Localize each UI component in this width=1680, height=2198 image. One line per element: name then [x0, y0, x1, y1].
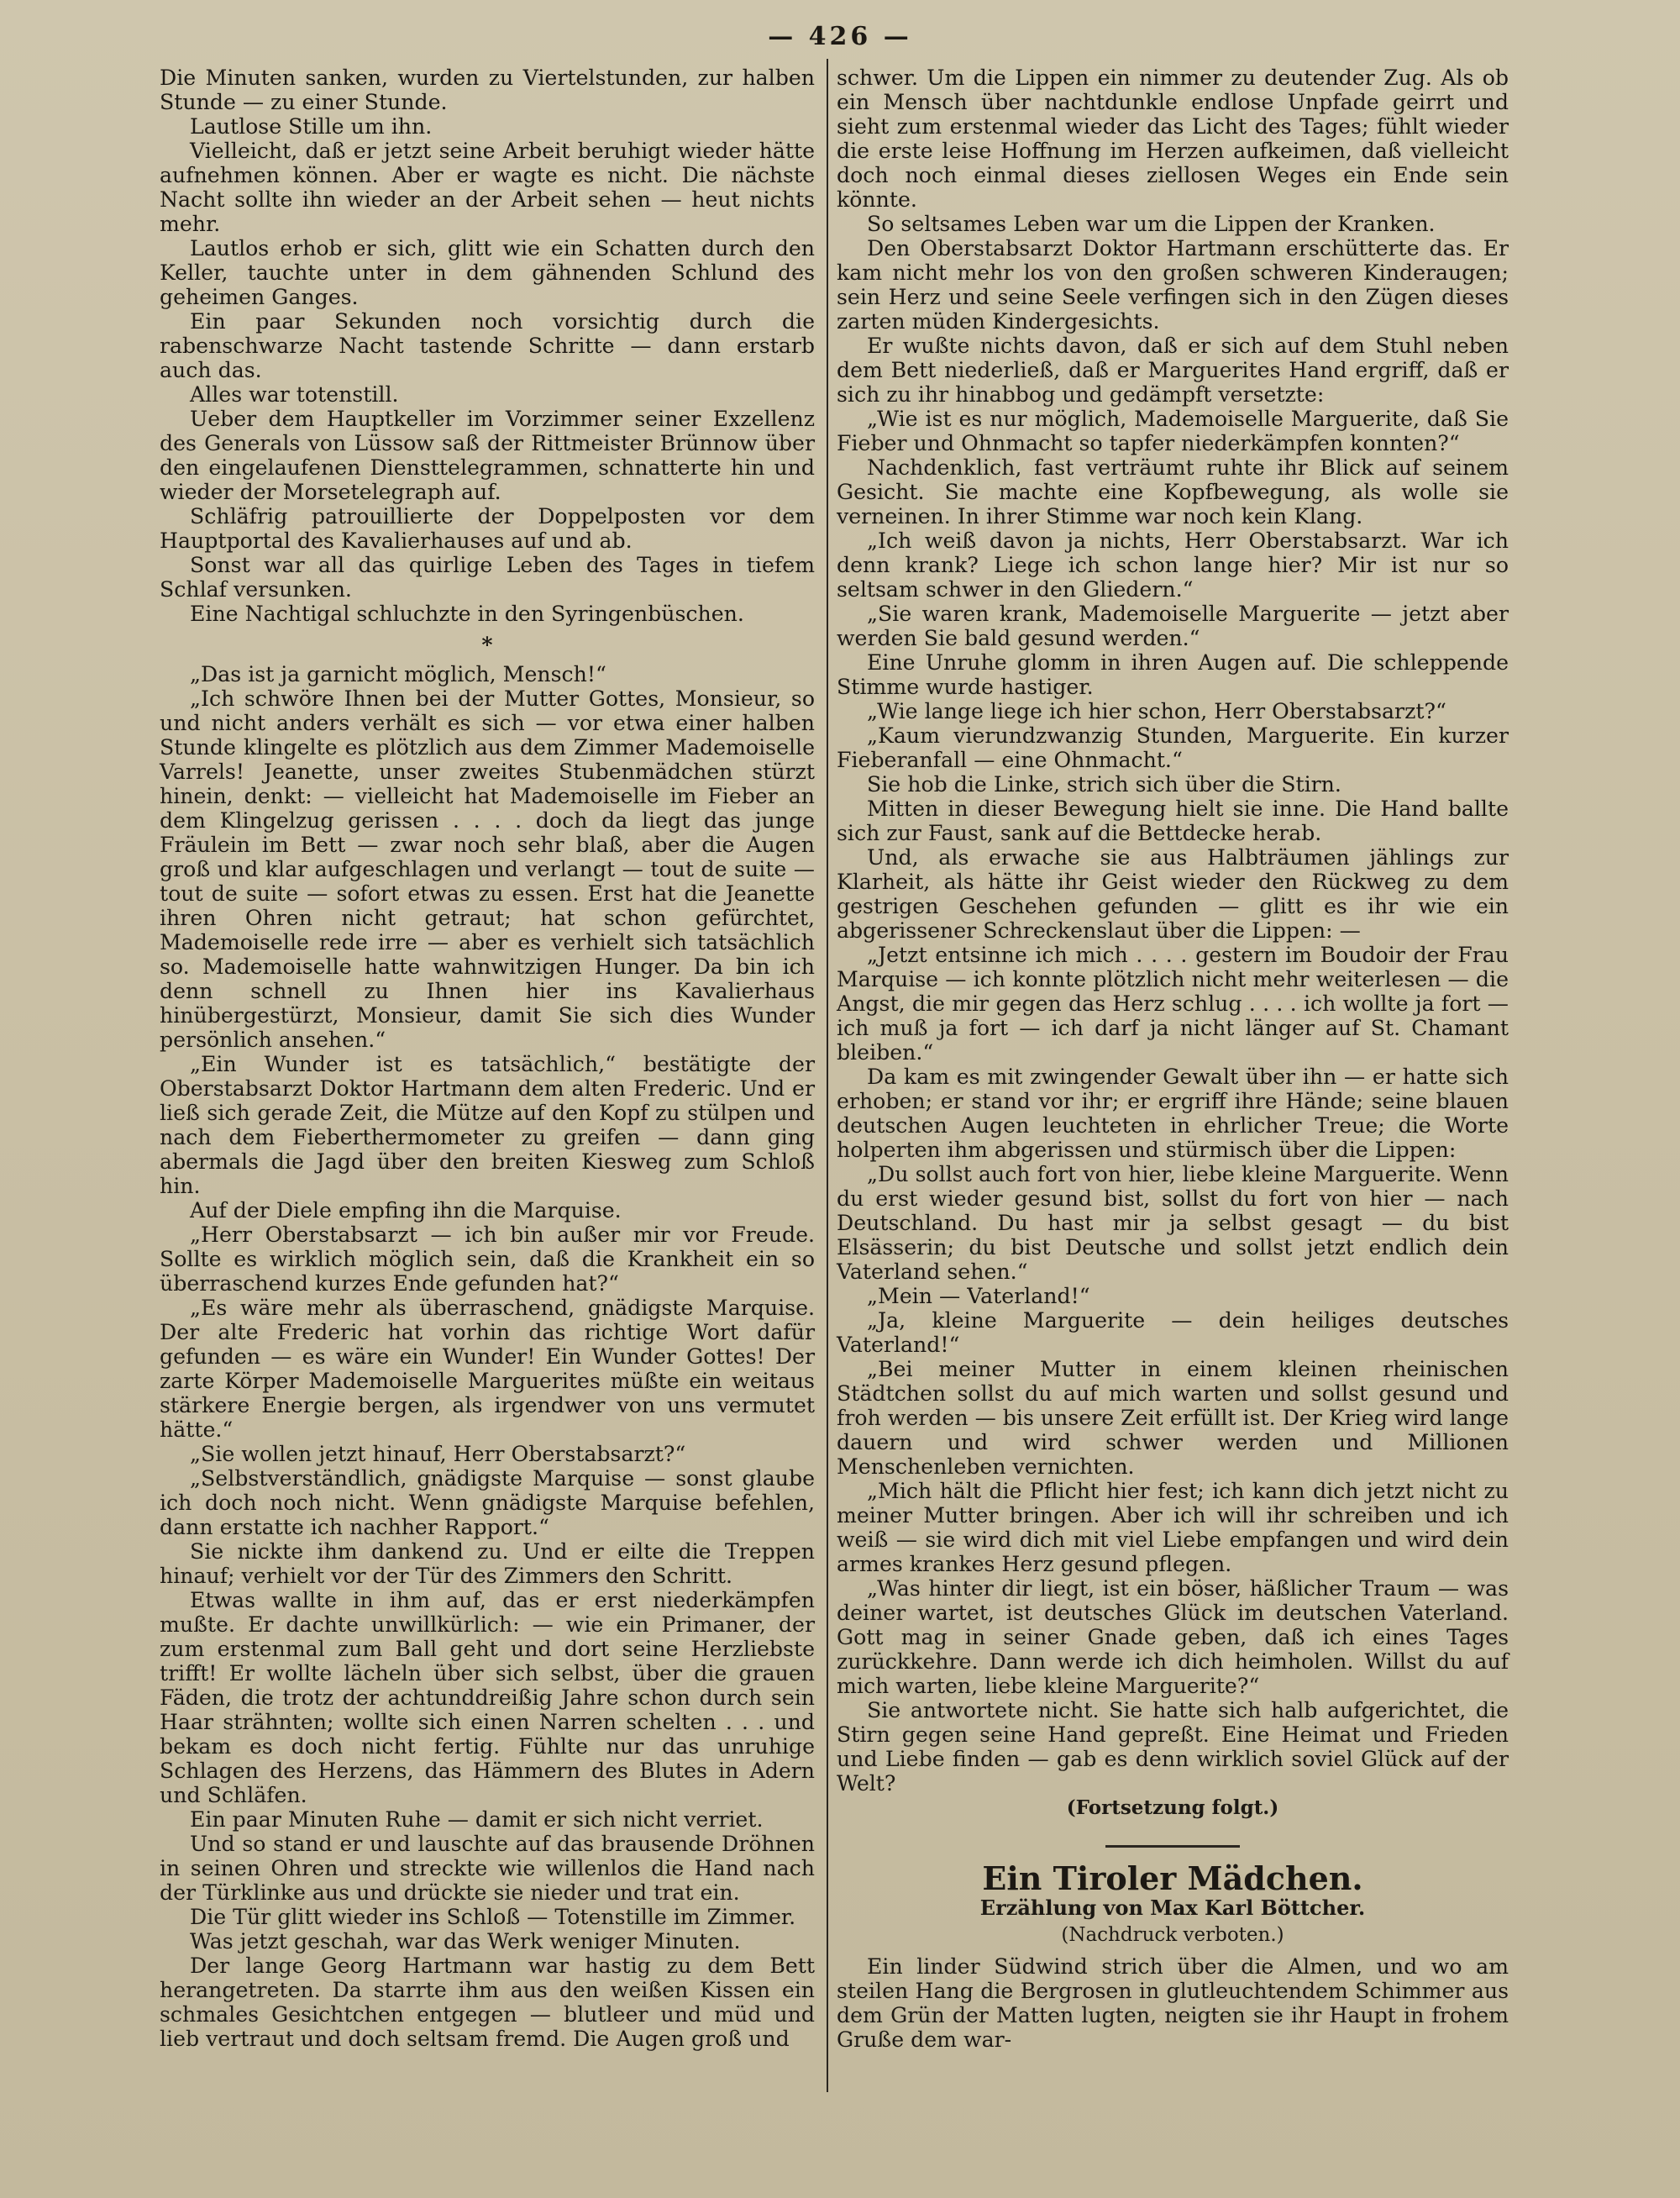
story-title: Ein Tiroler Mädchen. — [982, 1859, 1363, 1897]
paragraph: „Wie lange liege ich hier schon, Herr Oberstabsarzt?“ — [867, 699, 1446, 723]
column-rule — [827, 59, 828, 2092]
paragraph: Sie hob die Linke, strich sich über die Stirn. — [867, 772, 1341, 797]
paragraph: „Ein Wunder ist es tatsächlich,“ bestätigte der Oberstabsarzt Doktor Hartmann dem alten Frederic. Und er ließ sich gerade Zeit, die Mütze auf den Kopf zu stülpen und nach dem Fieberthermometer zu greifen — dann ging abermals die Jagd über den breiten Kiesweg zum Schloß hin. — [160, 1052, 815, 1198]
story-byline: Erzählung von Max Karl Böttcher. — [979, 1896, 1366, 1920]
paragraph: „Was hinter dir liegt, ist ein böser, häßlicher Traum — was deiner wartet, ist deutsches Glück im deutschen Vaterland. Gott mag in seiner Gnade geben, daß ich eines Tages zurückkehre. Dann werde ich dich heimholen. Willst du auf mich warten, liebe kleine Marguerite?“ — [837, 1576, 1509, 1698]
section-separator: * — [481, 632, 493, 657]
paragraph: „Wie ist es nur möglich, Mademoiselle Marguerite, daß Sie Fieber und Ohnmacht so tapfer niederkämpfen konnten?“ — [837, 407, 1509, 455]
paragraph: Etwas wallte in ihm auf, das er erst niederkämpfen mußte. Er dachte unwillkürlich: — wie ein Primaner, der zum erstenmal zum Ball geht und dort seine Herzliebste trifft! Er wollte lächeln über sich selbst, über die grauen Fäden, die trotz der achtunddreißig Jahre schon durch sein Haar strähnten; wollte sich einen Narren schelten . . . und bekam es doch nicht fertig. Fühlte nur das unruhige Schlagen des Herzens, das Hämmern des Blutes in Adern und Schläfen. — [160, 1588, 815, 1807]
paragraph: „Mich hält die Pflicht hier fest; ich kann dich jetzt nicht zu meiner Mutter bringen. Aber ich will ihr schreiben und ich weiß — sie wird dich mit viel Liebe empfangen und wird dein armes krankes Herz gesund pflegen. — [837, 1479, 1509, 1576]
continuation-note: (Fortsetzung folgt.) — [1066, 1796, 1279, 1819]
paragraph: „Kaum vierundzwanzig Stunden, Marguerite. Ein kurzer Fieberanfall — eine Ohnmacht.“ — [837, 723, 1509, 772]
paragraph: Den Oberstabsarzt Doktor Hartmann erschütterte das. Er kam nicht mehr los von den großen schweren Kinderaugen; sein Herz und seine Seele verfingen sich in den Zügen dieses zarten müden Kindergesichts. — [837, 236, 1509, 334]
paragraph: Und, als erwache sie aus Halbträumen jählings zur Klarheit, als hätte ihr Geist wieder den Rückweg zu dem gestrigen Geschehen gefunden — glitt es ihr wie ein abgerissener Schreckenslaut über die Lippen: — — [837, 845, 1509, 943]
paragraph: Der lange Georg Hartmann war hastig zu dem Bett herangetreten. Da starrte ihm aus den weißen Kissen ein schmales Gesichtchen entgegen — blutleer und müd und lieb vertraut und doch seltsam fremd. Die Augen groß und — [160, 1953, 815, 2051]
paragraph: „Du sollst auch fort von hier, liebe kleine Marguerite. Wenn du erst wieder gesund bist, sollst du fort von hier — nach Deutschland. Du hast mir ja selbst gesagt — du bist Elsässerin; du bist Deutsche und sollst jetzt endlich dein Vaterland sehen.“ — [837, 1162, 1509, 1284]
page-number: — 426 — — [768, 22, 912, 51]
paragraph: Die Minuten sanken, wurden zu Viertelstunden, zur halben Stunde — zu einer Stunde. — [160, 66, 815, 114]
paragraph: Alles war totenstill. — [190, 382, 399, 407]
paragraph: „Es wäre mehr als überraschend, gnädigste Marquise. Der alte Frederic hat vorhin das richtige Wort dafür gefunden — es wäre ein Wunder! Ein Wunder Gottes! Der zarte Körper Mademoiselle Marguerites müßte ein weitaus stärkere Energie bergen, als irgendwer von uns vermutet hätte.“ — [160, 1296, 815, 1442]
paragraph: Eine Unruhe glomm in ihren Augen auf. Die schleppende Stimme wurde hastiger. — [837, 650, 1509, 699]
paragraph: Sonst war all das quirlige Leben des Tages in tiefem Schlaf versunken. — [160, 553, 815, 602]
paragraph: Nachdenklich, fast verträumt ruhte ihr Blick auf seinem Gesicht. Sie machte eine Kopfbewegung, als wolle sie verneinen. In ihrer Stimme war noch kein Klang. — [837, 455, 1509, 528]
paragraph: Mitten in dieser Bewegung hielt sie inne. Die Hand ballte sich zur Faust, sank auf die Bettdecke herab. — [837, 797, 1509, 845]
paragraph: schwer. Um die Lippen ein nimmer zu deutender Zug. Als ob ein Mensch über nachtdunkle endlose Unpfade geirrt und sieht zum erstenmal wieder das Licht des Tages; fühlt wieder die erste leise Hoffnung im Herzen aufkeimen, daß vielleicht doch noch einmal dieses ziellosen Weges ein Ende sein könnte. — [837, 66, 1509, 212]
paragraph: Lautlos erhob er sich, glitt wie ein Schatten durch den Keller, tauchte unter in dem gähnenden Schlund des geheimen Ganges. — [160, 236, 815, 309]
paragraph: Auf der Diele empfing ihn die Marquise. — [190, 1198, 622, 1223]
paragraph: „Herr Oberstabsarzt — ich bin außer mir vor Freude. Sollte es wirklich möglich sein, daß die Krankheit ein so überraschend kurzes Ende gefunden hat?“ — [160, 1223, 815, 1296]
paragraph: Ein paar Sekunden noch vorsichtig durch die rabenschwarze Nacht tastende Schritte — dann erstarb auch das. — [160, 309, 815, 382]
paragraph: „Selbstverständlich, gnädigste Marquise — sonst glaube ich doch noch nicht. Wenn gnädigste Marquise befehlen, dann erstatte ich nachher Rapport.“ — [160, 1466, 815, 1539]
paragraph: Ueber dem Hauptkeller im Vorzimmer seiner Exzellenz des Generals von Lüssow saß der Rittmeister Brünnow über den eingelaufenen Diensttelegrammen, schnatterte hin und wieder der Morsetelegraph auf. — [160, 407, 815, 504]
story-opening: Ein linder Südwind strich über die Almen, und wo am steilen Hang die Bergrosen in glutleuchtendem Schimmer aus dem Grün der Matten lugten, neigten sie ihr Haupt in frohem Gruße dem war- — [837, 1954, 1509, 2052]
left-column — [160, 66, 815, 2051]
paragraph: „Ich schwöre Ihnen bei der Mutter Gottes, Monsieur, so und nicht anders verhält es sich — vor etwa einer halben Stunde klingelte es plötzlich aus dem Zimmer Mademoiselle Varrels! Jeanette, unser zweites Stubenmädchen stürzt hinein, denkt: — vielleicht hat Mademoiselle im Fieber an dem Klingelzug gerissen . . . . doch da liegt das junge Fräulein im Bett — zwar noch sehr blaß, aber die Augen groß und klar aufgeschlagen und verlangt — tout de suite — tout de suite — sofort etwas zu essen. Erst hat die Jeanette ihren Ohren nicht getraut; hat schon gefürchtet, Mademoiselle rede irre — aber es verhielt sich tatsächlich so. Mademoiselle hatte wahnwitzigen Hunger. Da bin ich denn schnell zu Ihnen hier ins Kavalierhaus hinübergestürzt, Monsieur, damit Sie sich dies Wunder persönlich ansehen.“ — [160, 686, 815, 1052]
paragraph: „Ja, kleine Marguerite — dein heiliges deutsches Vaterland!“ — [837, 1308, 1509, 1357]
paragraph: Schläfrig patrouillierte der Doppelposten vor dem Hauptportal des Kavalierhauses auf und ab. — [160, 504, 815, 553]
paragraph: Und so stand er und lauschte auf das brausende Dröhnen in seinen Ohren und streckte wie willenlos die Hand nach der Türklinke aus und drückte sie nieder und trat ein. — [160, 1832, 815, 1905]
story-divider — [1105, 1845, 1240, 1848]
paragraph: „Das ist ja garnicht möglich, Mensch!“ — [190, 662, 606, 686]
paragraph: Er wußte nichts davon, daß er sich auf dem Stuhl neben dem Bett niederließ, daß er Marguerites Hand ergriff, daß er sich zu ihr hinabbog und gedämpft versetzte: — [837, 334, 1509, 407]
paragraph: „Ich weiß davon ja nichts, Herr Oberstabsarzt. War ich denn krank? Liege ich schon lange hier? Mir ist nur so seltsam schwer in den Gliedern.“ — [837, 528, 1509, 602]
paragraph: „Sie waren krank, Mademoiselle Marguerite — jetzt aber werden Sie bald gesund werden.“ — [837, 602, 1509, 650]
paragraph: „Jetzt entsinne ich mich . . . . gestern im Boudoir der Frau Marquise — ich konnte plötzlich nicht mehr weiterlesen — die Angst, die mir gegen das Herz schlug . . . . ich wollte ja fort — ich muß ja fort — ich darf ja nicht länger auf St. Chamant bleiben.“ — [837, 943, 1509, 1065]
paragraph: Eine Nachtigal schluchzte in den Syringenbüschen. — [190, 602, 744, 626]
paragraph: „Bei meiner Mutter in einem kleinen rheinischen Städtchen sollst du auf mich warten und sollst gesund und froh werden — bis unsere Zeit erfüllt ist. Der Krieg wird lange dauern und wird schwer werden und Millionen Menschenleben vernichten. — [837, 1357, 1509, 1479]
paragraph: Sie antwortete nicht. Sie hatte sich halb aufgerichtet, die Stirn gegen seine Hand gepreßt. Eine Heimat und Frieden und Liebe finden — gab es denn wirklich soviel Glück auf der Welt? — [837, 1698, 1509, 1796]
paragraph: Die Tür glitt wieder ins Schloß — Totenstille im Zimmer. — [190, 1905, 796, 1929]
reprint-note: (Nachdruck verboten.) — [1061, 1924, 1284, 1946]
paragraph: „Mein — Vaterland!“ — [867, 1284, 1090, 1308]
right-column — [837, 66, 1509, 2052]
paragraph: „Sie wollen jetzt hinauf, Herr Oberstabsarzt?“ — [190, 1442, 686, 1466]
paragraph: Sie nickte ihm dankend zu. Und er eilte die Treppen hinauf; verhielt vor der Tür des Zimmers den Schritt. — [160, 1539, 815, 1588]
paragraph: So seltsames Leben war um die Lippen der Kranken. — [867, 212, 1436, 236]
paragraph: Lautlose Stille um ihn. — [190, 114, 433, 139]
paragraph: Ein paar Minuten Ruhe — damit er sich nicht verriet. — [190, 1807, 764, 1832]
paragraph: Was jetzt geschah, war das Werk weniger Minuten. — [190, 1929, 741, 1953]
paragraph: Da kam es mit zwingender Gewalt über ihn — er hatte sich erhoben; er stand vor ihr; er ergriff ihre Hände; seine blauen deutschen Augen leuchteten in ehrlicher Treue; die Worte holperten ihm abgerissen und stürmisch über die Lippen: — [837, 1065, 1509, 1162]
paragraph: Vielleicht, daß er jetzt seine Arbeit beruhigt wieder hätte aufnehmen können. Aber er wagte es nicht. Die nächste Nacht sollte ihn wieder an der Arbeit sehen — heut nichts mehr. — [160, 139, 815, 236]
